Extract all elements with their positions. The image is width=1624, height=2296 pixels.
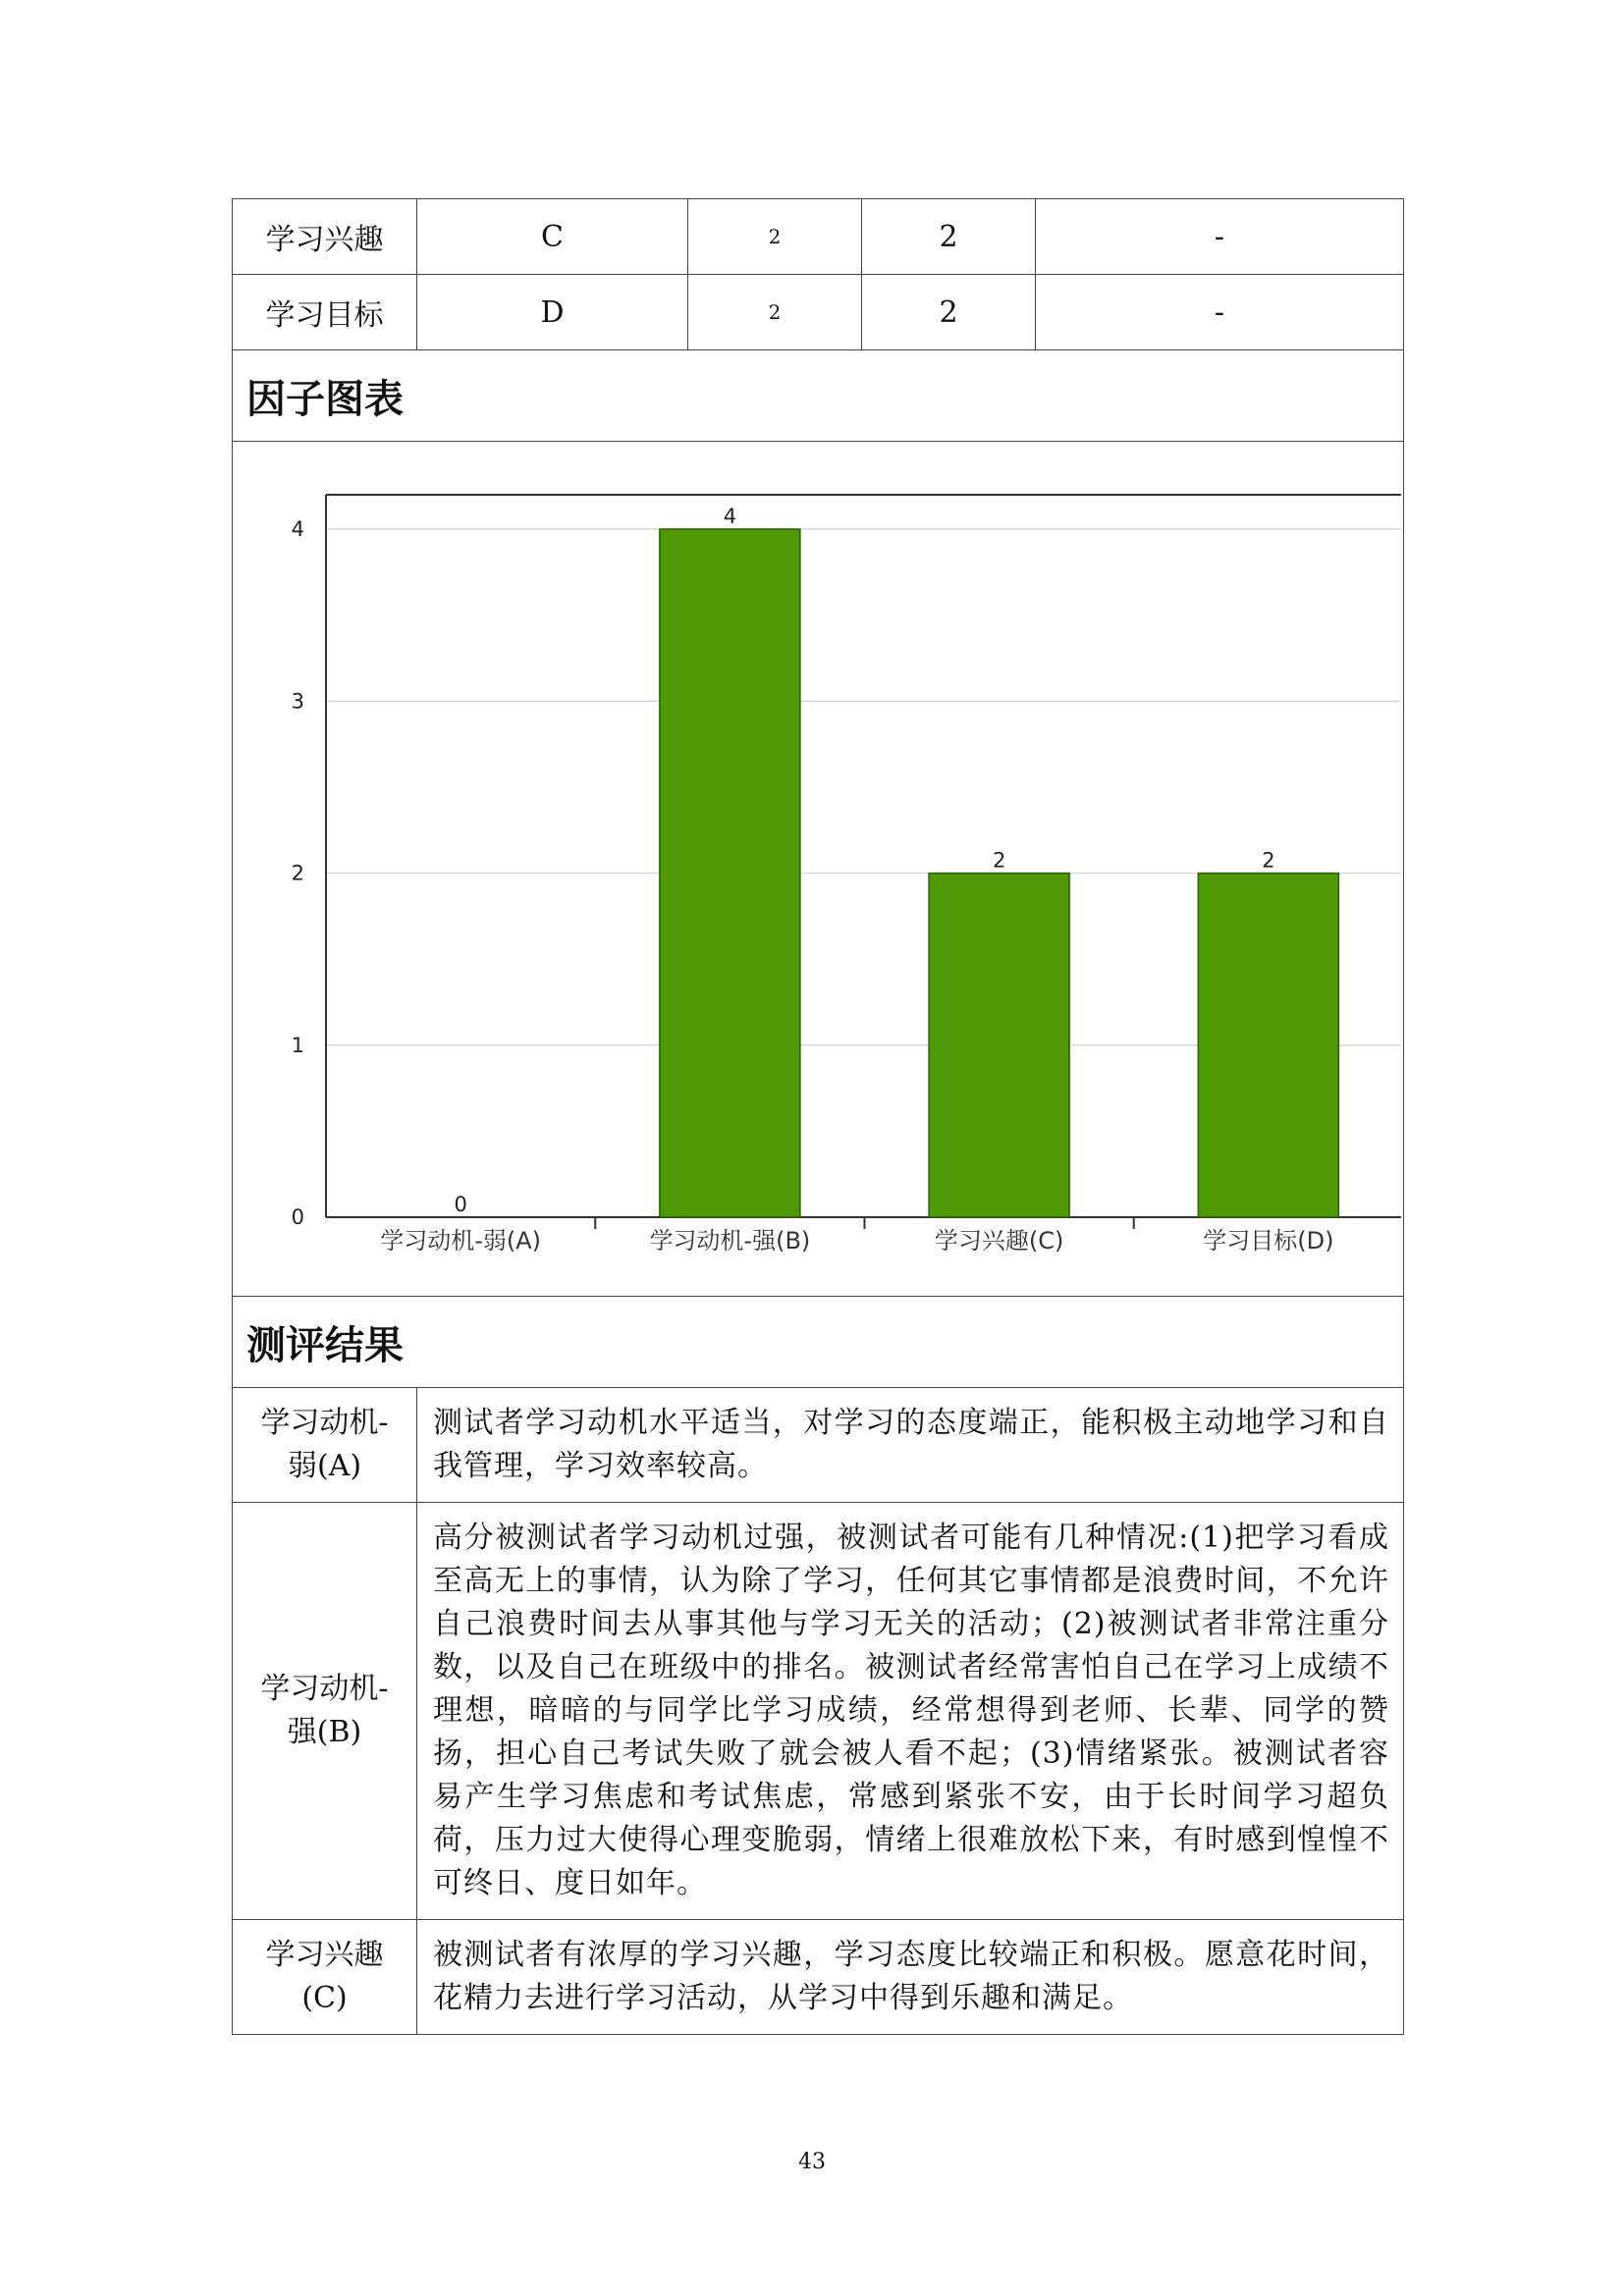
bar-value-label: 2 xyxy=(1262,848,1275,873)
y-tick-label: 2 xyxy=(291,861,304,885)
factor-chart-cell xyxy=(233,442,1404,1297)
result-row xyxy=(233,1503,1404,1920)
bar-value-label: 0 xyxy=(454,1193,467,1216)
result-label-line: 学习动机- xyxy=(260,1406,389,1440)
result-label-line: 学习兴趣 xyxy=(265,1938,384,1972)
result-factor-label xyxy=(233,1920,417,2035)
x-category-label: 学习动机-强(B) xyxy=(649,1227,811,1255)
factor-bar-chart xyxy=(233,442,1401,1292)
raw-score: 2 xyxy=(688,275,862,350)
score-row xyxy=(233,275,1404,350)
factor-name: 学习兴趣 xyxy=(233,199,417,275)
y-tick-label: 1 xyxy=(291,1033,304,1057)
y-tick-label: 4 xyxy=(291,517,304,542)
bar-value-label: 4 xyxy=(723,505,737,529)
result-row xyxy=(233,1920,1404,2035)
factor-chart-heading: 因子图表 xyxy=(233,350,1404,442)
factor-code: D xyxy=(417,275,688,350)
result-description: 测试者学习动机水平适当，对学习的态度端正，能积极主动地学习和自我管理，学习效率较高。 xyxy=(417,1388,1404,1503)
x-category-label: 学习动机-弱(A) xyxy=(380,1227,542,1255)
bar xyxy=(1198,874,1338,1217)
bar xyxy=(660,529,800,1217)
bar xyxy=(929,874,1069,1217)
result-label-line: (C) xyxy=(301,1981,348,2015)
y-tick-label: 0 xyxy=(291,1205,304,1229)
result-factor-label xyxy=(233,1503,417,1920)
result-label-line: 弱(A) xyxy=(287,1449,362,1483)
factor-code: C xyxy=(417,199,688,275)
report-sheet xyxy=(232,198,1403,2035)
standard-score: 2 xyxy=(862,199,1036,275)
result-description: 高分被测试者学习动机过强，被测试者可能有几种情况:(1)把学习看成至高无上的事情，认为除了学习，任何其它事情都是浪费时间，不允许自己浪费时间去从事其他与学习无关的活动；(2)被测试者非常注重分数，以及自己在班级中的排名。被测试者经常害怕自己在学习上成绩不理想，暗暗的与同学比学习成绩，经常想得到老师、长辈、同学的赞扬，担心自己考试失败了就会被人看不起；(3)情绪紧张。被测试者容易产生学习焦虑和考试焦虑，常感到紧张不安，由于长时间学习超负荷，压力过大使得心理变脆弱，情绪上很难放松下来，有时感到惶惶不可终日、度日如年。 xyxy=(417,1503,1404,1920)
bar-value-label: 2 xyxy=(992,848,1006,873)
y-tick-label: 3 xyxy=(291,689,304,714)
result-row xyxy=(233,1388,1404,1503)
score-table xyxy=(232,198,1404,2035)
page-number: 43 xyxy=(798,2150,826,2174)
result-label-line: 强(B) xyxy=(287,1715,362,1749)
result-description: 被测试者有浓厚的学习兴趣，学习态度比较端正和积极。愿意花时间，花精力去进行学习活动，从学习中得到乐趣和满足。 xyxy=(417,1920,1404,2035)
raw-score: 2 xyxy=(688,199,862,275)
x-category-label: 学习兴趣(C) xyxy=(934,1227,1064,1255)
score-row xyxy=(233,199,1404,275)
factor-name: 学习目标 xyxy=(233,275,417,350)
x-category-label: 学习目标(D) xyxy=(1203,1227,1334,1255)
score-note: - xyxy=(1036,275,1404,350)
result-factor-label xyxy=(233,1388,417,1503)
results-heading: 测评结果 xyxy=(233,1297,1404,1388)
result-label-line: 学习动机- xyxy=(260,1672,389,1706)
standard-score: 2 xyxy=(862,275,1036,350)
score-note: - xyxy=(1036,199,1404,275)
